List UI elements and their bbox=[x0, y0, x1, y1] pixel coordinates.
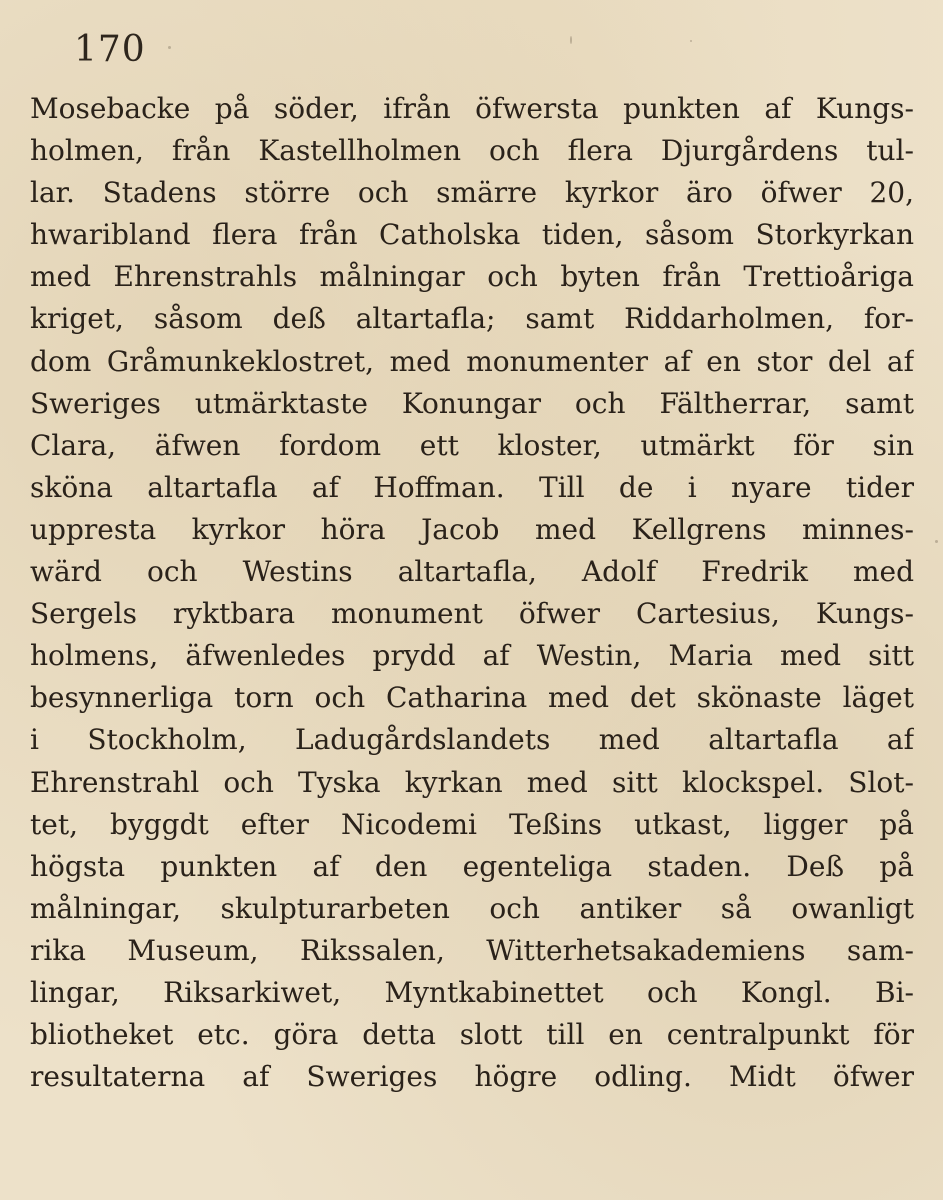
text-line: Ehrenstrahl och Tyska kyrkan med sitt klockspel. Slot- bbox=[30, 765, 914, 799]
paper-speck bbox=[570, 36, 572, 44]
text-line: resultaterna af Sweriges högre odling. Midt öfwer bbox=[30, 1060, 914, 1094]
text-line: i Stockholm, Ladugårdslandets med altartafla af bbox=[30, 723, 914, 757]
text-line: sköna altartafla af Hoffman. Till de i nyare tider bbox=[30, 470, 914, 504]
text-line: Sweriges utmärktaste Konungar och Fältherrar, samt bbox=[30, 386, 914, 420]
text-line: kriget, såsom deß altartafla; samt Riddarholmen, for- bbox=[30, 302, 914, 336]
text-line: Clara, äfwen fordom ett kloster, utmärkt för sin bbox=[30, 428, 914, 462]
text-line: hwaribland flera från Catholska tiden, såsom Storkyrkan bbox=[30, 218, 914, 252]
text-line: uppresta kyrkor höra Jacob med Kellgrens minnes- bbox=[30, 512, 914, 546]
text-line: holmen, från Kastellholmen och flera Djurgårdens tul- bbox=[30, 134, 914, 168]
text-line: med Ehrenstrahls målningar och byten från Trettioåriga bbox=[30, 260, 914, 294]
text-line: målningar, skulpturarbeten och antiker så owanligt bbox=[30, 891, 914, 925]
text-line: Mosebacke på söder, ifrån öfwersta punkten af Kungs- bbox=[30, 92, 914, 125]
text-line: rika Museum, Rikssalen, Witterhetsakademiens sam- bbox=[30, 933, 914, 967]
text-line: besynnerliga torn och Catharina med det skönaste läget bbox=[30, 681, 914, 715]
body-text bbox=[30, 88, 914, 1098]
text-line: lar. Stadens större och smärre kyrkor äro öfwer 20, bbox=[30, 176, 914, 210]
paper-speck bbox=[690, 40, 692, 42]
text-line: högsta punkten af den egenteliga staden. Deß på bbox=[30, 849, 914, 883]
text-line: tet, byggdt efter Nicodemi Teßins utkast, ligger på bbox=[30, 807, 914, 841]
text-line: wärd och Westins altartafla, Adolf Fredrik med bbox=[30, 555, 914, 589]
paper-speck bbox=[168, 46, 171, 49]
text-line: bliotheket etc. göra detta slott till en centralpunkt för bbox=[30, 1018, 914, 1052]
text-line: dom Gråmunkeklostret, med monumenter af en stor del af bbox=[30, 344, 914, 378]
paper-speck bbox=[935, 540, 938, 543]
text-line: lingar, Riksarkiwet, Myntkabinettet och Kongl. Bi- bbox=[30, 975, 914, 1009]
text-line: holmens, äfwenledes prydd af Westin, Maria med sitt bbox=[30, 639, 914, 673]
page-number: 170 bbox=[74, 29, 146, 70]
text-line: Sergels ryktbara monument öfwer Cartesius, Kungs- bbox=[30, 597, 914, 631]
